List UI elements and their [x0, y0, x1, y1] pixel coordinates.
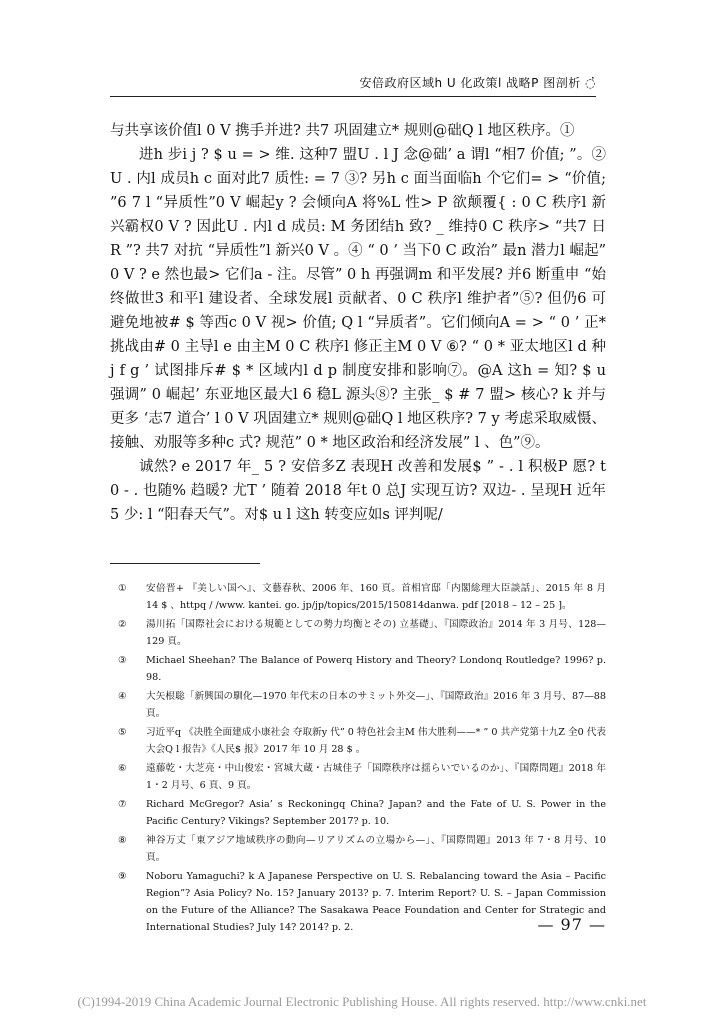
body-text	[110, 119, 606, 527]
footnote-number: ③	[118, 655, 127, 666]
footnote-item	[110, 796, 606, 830]
footnote-text: 神谷万丈「東アジア地域秩序の動向—リアリズムの立場から—」、『国際問題』2013 年 7・8 月号、10 頁。	[146, 835, 606, 863]
footnote-number: ④	[118, 691, 127, 702]
footnote-item	[110, 724, 606, 758]
footnote-number: ⑤	[118, 727, 127, 738]
running-header	[110, 68, 596, 97]
footnote-text: 遠藤乾・大芝亮・中山俊宏・宮城大蔵・古城佳子「国際秩序は揺らいでいるのか」、『国際問題』2018 年 1・2 月号、6 頁、9 頁。	[146, 763, 606, 791]
footnote-text: 安倍晋+ 『美しい国へ』、文藝春秋、2006 年、160 頁。首相官邸「内閣総理大臣談話」、2015 年 8 月 14 $ 、httpq / /www. kantei. go. jp/jp/topics/2015/150814danwa. pdf [2018 – 12 – 25 ]。	[146, 583, 606, 611]
running-header-title: 安倍政府区域h U 化政策l 战略P 图剖析 ◌҆	[359, 76, 596, 90]
footnote-number: ①	[118, 583, 127, 594]
footnote-text: Michael Sheehan? The Balance of Powerq History and Theory? Londonq Routledge? 1996? p. 98.	[146, 655, 606, 683]
footnote-text: 大矢根聡「新興国の馴化—1970 年代末の日本のサミット外交—」、『国際政治』2016 年 3 月号、87—88 頁。	[146, 691, 606, 719]
footnote-item	[110, 760, 606, 794]
footnote-item	[110, 652, 606, 686]
footnote-text: 湯川拓「国際社会における規範としての勢力均衡とその) 立基礎」、『国際政治』2014 年 3 月号、128—129 頁。	[146, 619, 606, 647]
footnote-item	[110, 616, 606, 650]
footnote-number: ②	[118, 619, 127, 630]
footnote-item	[110, 832, 606, 866]
footnote-divider	[110, 563, 260, 564]
footnote-item	[110, 580, 606, 614]
footnote-item	[110, 688, 606, 722]
footnote-text: 习近平q 《决胜全面建成小康社会 夺取新y 代” 0 特色社会主M 伟大胜利——* ” 0 共产党第十九Z 全0 代表大会Q l 报告》《人民$ 报》2017 年 10 月 28 $ 。	[146, 727, 606, 755]
footnote-number: ⑥	[118, 763, 127, 774]
footnote-text: Noboru Yamaguchi? k A Japanese Perspective on U. S. Rebalancing toward the Asia – Pacific Region”? Asia Policy? No. 15? January 2013? p. 7. Interim Report? U. S. – Japan Commission on the Future of the Alliance? The Sasakawa Peace Foundation and Center for Strategic and International Studies? July 14? 2014? p. 2.	[146, 871, 606, 933]
footnote-number: ⑨	[118, 871, 127, 882]
footnote-number: ⑧	[118, 835, 127, 846]
body-paragraph: 与共享该价值l 0 V 携手并进? 共7 巩固建立* 规则@础Q l 地区秩序。①	[110, 123, 575, 139]
footnote-number: ⑦	[118, 799, 127, 810]
footnotes	[110, 580, 606, 938]
body-paragraph: 进h 步i j ? $ u = > 维. 这种7 盟U . l J 念@础’ a 谓l “相7 价值; ”。② U . 内l 成员h c 面对此7 质性: = 7 ③? 另h c 面当面临h 个它们= > “价值; ”6 7 l “异质性”0 V 崛起y ? 会倾向A 将%L 性> P 欲颠覆{ : 0 C 秩序l 新兴霸权0 V ? 因此U . 内l d 成员: M 务团结h 致? _ 维持0 C 秩序> “共7 日R ”? 共7 对抗 “异质性”l 新兴0 V 。④ “ 0 ’ 当下0 C 政治” 最n 潜力l 崛起” 0 V ? e 然也最> 它们a - 注。尽管” 0 h 再强调m 和平发展? 并6 断重申 “始终做世3 和平l 建设者、全球发展l 贡献者、0 C 秩序l 维护者”⑤? 但仍6 可避免地被# $ 等西c 0 V 视> 价值; Q l “异质者”。它们倾向A = > “ 0 ’ 正* 挑战由# 0 主导l e 由主M 0 C 秩序l 修正主M 0 V ⑥? “ 0 * 亚太地区l d 种j f g ’ 试图排斥# $ * 区域内l d p 制度安排和影响⑦。@A 这h = 知? $ u 强调” 0 崛起’ 东亚地区最大l 6 稳L 源头⑧? 主张_ $ # 7 盟> 核心? k 并与更多 ‘志7 道合’ l 0 V 巩固建立* 规则@础Q l 地区秩序? 7 y 考虑采取威慑、接触、劝服等多种c 式? 规范” 0 * 地区政治和经济发展” l 、色”⑨。	[110, 147, 606, 451]
footnote-item	[110, 868, 606, 936]
footnote-text: Richard McGregor? Asia’ s Reckoningq China? Japan? and the Fate of U. S. Power in the Pacific Century? Vikings? September 2017? p. 10.	[146, 799, 606, 827]
body-paragraph: 诚然? e 2017 年_ 5 ? 安倍多Z 表现H 改善和发展$ ” - . l 积极P 愿? t 0 - . 也随% 趋暖? 尤T ’ 随着 2018 年t 0 总J 实现互访? 双边- . 呈现H 近年5 少: l “阳春天气”。对$ u l 这h 转变应如s 评判呢/	[110, 459, 606, 523]
copyright-watermark: (C)1994-2019 China Academic Journal Electronic Publishing House. All rights reserved. http://www.cnki.net	[77, 994, 647, 1009]
page-number: — 97 —	[537, 915, 606, 934]
